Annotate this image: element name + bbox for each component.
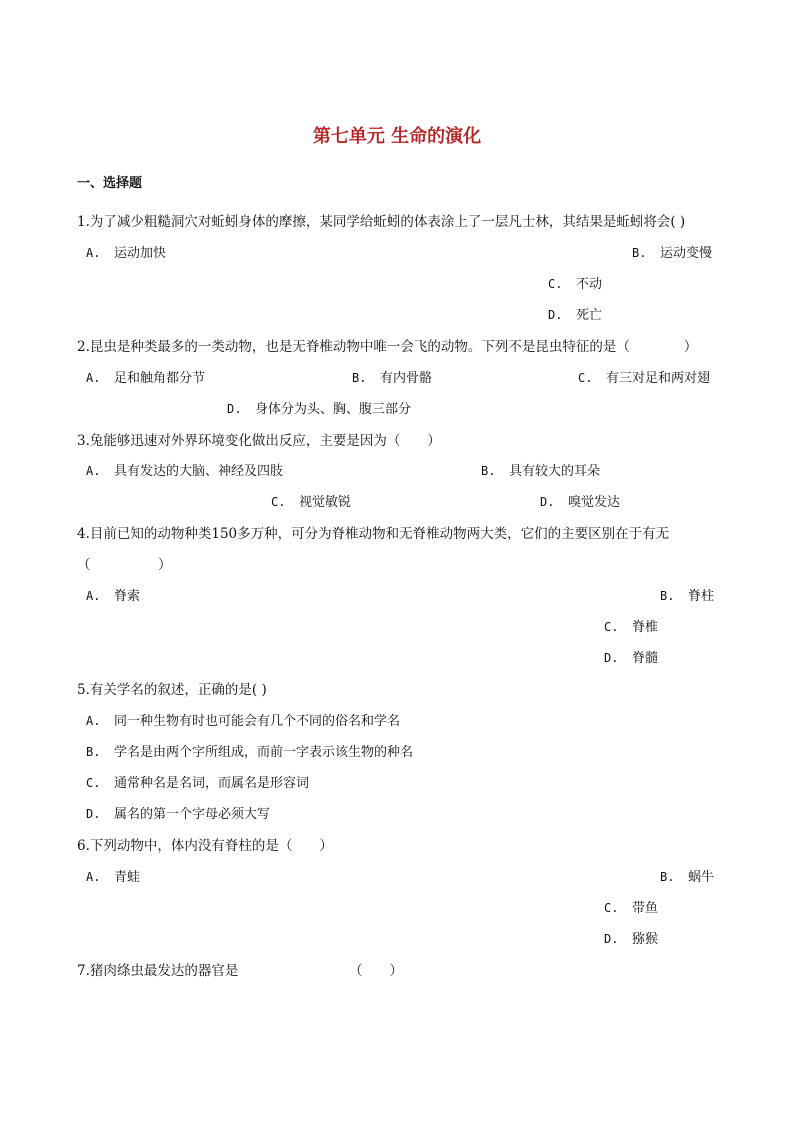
option-text: 嗅觉发达 bbox=[568, 495, 621, 510]
q4-option-b[interactable] bbox=[660, 585, 714, 604]
section-heading: 一、选择题 bbox=[77, 176, 143, 191]
option-text: 通常种名是名词，而属名是形容词 bbox=[114, 776, 310, 791]
option-text: 运动变慢 bbox=[660, 246, 713, 261]
q2-option-b[interactable] bbox=[352, 367, 432, 386]
option-text: 不动 bbox=[576, 277, 603, 292]
q3-option-d[interactable] bbox=[540, 491, 620, 510]
question-4-text: 4.目前已知的动物种类150多万种，可分为脊椎动物和无脊椎动物两大类，它们的主要区别在于有无 bbox=[77, 526, 670, 542]
option-letter: B. bbox=[660, 589, 675, 603]
option-letter: C. bbox=[271, 495, 286, 509]
question-1-text: 1.为了减少粗糙洞穴对蚯蚓身体的摩擦，某同学给蚯蚓的体表涂上了一层凡士林，其结果是蚯蚓将会( ) bbox=[77, 214, 686, 230]
option-letter: D. bbox=[227, 402, 242, 416]
option-text: 猕猴 bbox=[632, 932, 659, 947]
question-2-text: 2.昆虫是种类最多的一类动物，也是无脊椎动物中唯一会飞的动物。下列不是昆虫特征的是（ ） bbox=[77, 339, 698, 355]
q5-option-c[interactable] bbox=[86, 772, 309, 791]
option-text: 有三对足和两对翅 bbox=[606, 371, 711, 386]
q4-option-d[interactable] bbox=[604, 647, 658, 666]
option-letter: C. bbox=[86, 776, 101, 790]
question-5-text: 5.有关学名的叙述，正确的是( ) bbox=[77, 682, 267, 698]
option-letter: D. bbox=[548, 308, 563, 322]
option-text: 身体分为头、胸、腹三部分 bbox=[255, 402, 412, 417]
q1-option-b[interactable] bbox=[632, 242, 712, 261]
option-letter: C. bbox=[604, 901, 619, 915]
option-letter: D. bbox=[604, 651, 619, 665]
option-text: 脊柱 bbox=[688, 589, 715, 604]
question-7-text: 7.猪肉绦虫最发达的器官是 bbox=[77, 963, 239, 979]
q5-option-a[interactable] bbox=[86, 710, 400, 729]
option-text: 视觉敏锐 bbox=[299, 495, 352, 510]
option-text: 青蛙 bbox=[114, 870, 141, 885]
option-letter: B. bbox=[352, 371, 367, 385]
q2-option-d[interactable] bbox=[227, 398, 411, 417]
question-6-text: 6.下列动物中，体内没有脊柱的是（ ） bbox=[77, 838, 333, 854]
option-text: 脊髓 bbox=[632, 651, 659, 666]
q2-option-c[interactable] bbox=[578, 367, 710, 386]
option-letter: B. bbox=[660, 870, 675, 884]
option-letter: D. bbox=[604, 932, 619, 946]
page-title: 第七单元 生命的演化 bbox=[312, 126, 482, 147]
option-text: 死亡 bbox=[576, 308, 603, 323]
option-text: 蜗牛 bbox=[688, 870, 715, 885]
q4-option-a[interactable] bbox=[86, 585, 140, 604]
option-text: 足和触角都分节 bbox=[114, 371, 206, 386]
question-4-blank: （ ） bbox=[77, 557, 172, 573]
q5-option-d[interactable] bbox=[86, 803, 270, 822]
option-letter: B. bbox=[86, 745, 101, 759]
option-text: 脊索 bbox=[114, 589, 141, 604]
option-letter: C. bbox=[578, 371, 593, 385]
q4-option-c[interactable] bbox=[604, 616, 658, 635]
option-text: 运动加快 bbox=[114, 246, 167, 261]
option-text: 具有较大的耳朵 bbox=[509, 464, 601, 479]
q2-option-a[interactable] bbox=[86, 367, 205, 386]
option-text: 学名是由两个字所组成，而前一字表示该生物的种名 bbox=[114, 745, 414, 760]
q3-option-a[interactable] bbox=[86, 460, 283, 479]
option-letter: A. bbox=[86, 246, 101, 260]
q3-option-b[interactable] bbox=[481, 460, 600, 479]
option-letter: A. bbox=[86, 464, 101, 478]
option-text: 属名的第一个字母必须大写 bbox=[114, 807, 271, 822]
option-letter: C. bbox=[604, 620, 619, 634]
option-letter: D. bbox=[540, 495, 555, 509]
question-7-blank: （ ） bbox=[349, 963, 403, 979]
q6-option-d[interactable] bbox=[604, 928, 658, 947]
q1-option-a[interactable] bbox=[86, 242, 166, 261]
q6-option-a[interactable] bbox=[86, 866, 140, 885]
option-text: 具有发达的大脑、神经及四肢 bbox=[114, 464, 284, 479]
q6-option-c[interactable] bbox=[604, 897, 658, 916]
option-letter: B. bbox=[632, 246, 647, 260]
option-letter: B. bbox=[481, 464, 496, 478]
option-letter: A. bbox=[86, 870, 101, 884]
option-text: 同一种生物有时也可能会有几个不同的俗名和学名 bbox=[114, 714, 401, 729]
option-letter: D. bbox=[86, 807, 101, 821]
option-text: 有内骨骼 bbox=[380, 371, 433, 386]
option-letter: A. bbox=[86, 714, 101, 728]
option-letter: C. bbox=[548, 277, 563, 291]
q5-option-b[interactable] bbox=[86, 741, 413, 760]
option-letter: A. bbox=[86, 371, 101, 385]
q6-option-b[interactable] bbox=[660, 866, 714, 885]
question-3-text: 3.兔能够迅速对外界环境变化做出反应，主要是因为（ ） bbox=[77, 433, 441, 449]
q1-option-c[interactable] bbox=[548, 273, 602, 292]
q3-option-c[interactable] bbox=[271, 491, 351, 510]
q1-option-d[interactable] bbox=[548, 304, 602, 323]
option-letter: A. bbox=[86, 589, 101, 603]
option-text: 脊椎 bbox=[632, 620, 659, 635]
option-text: 带鱼 bbox=[632, 901, 659, 916]
